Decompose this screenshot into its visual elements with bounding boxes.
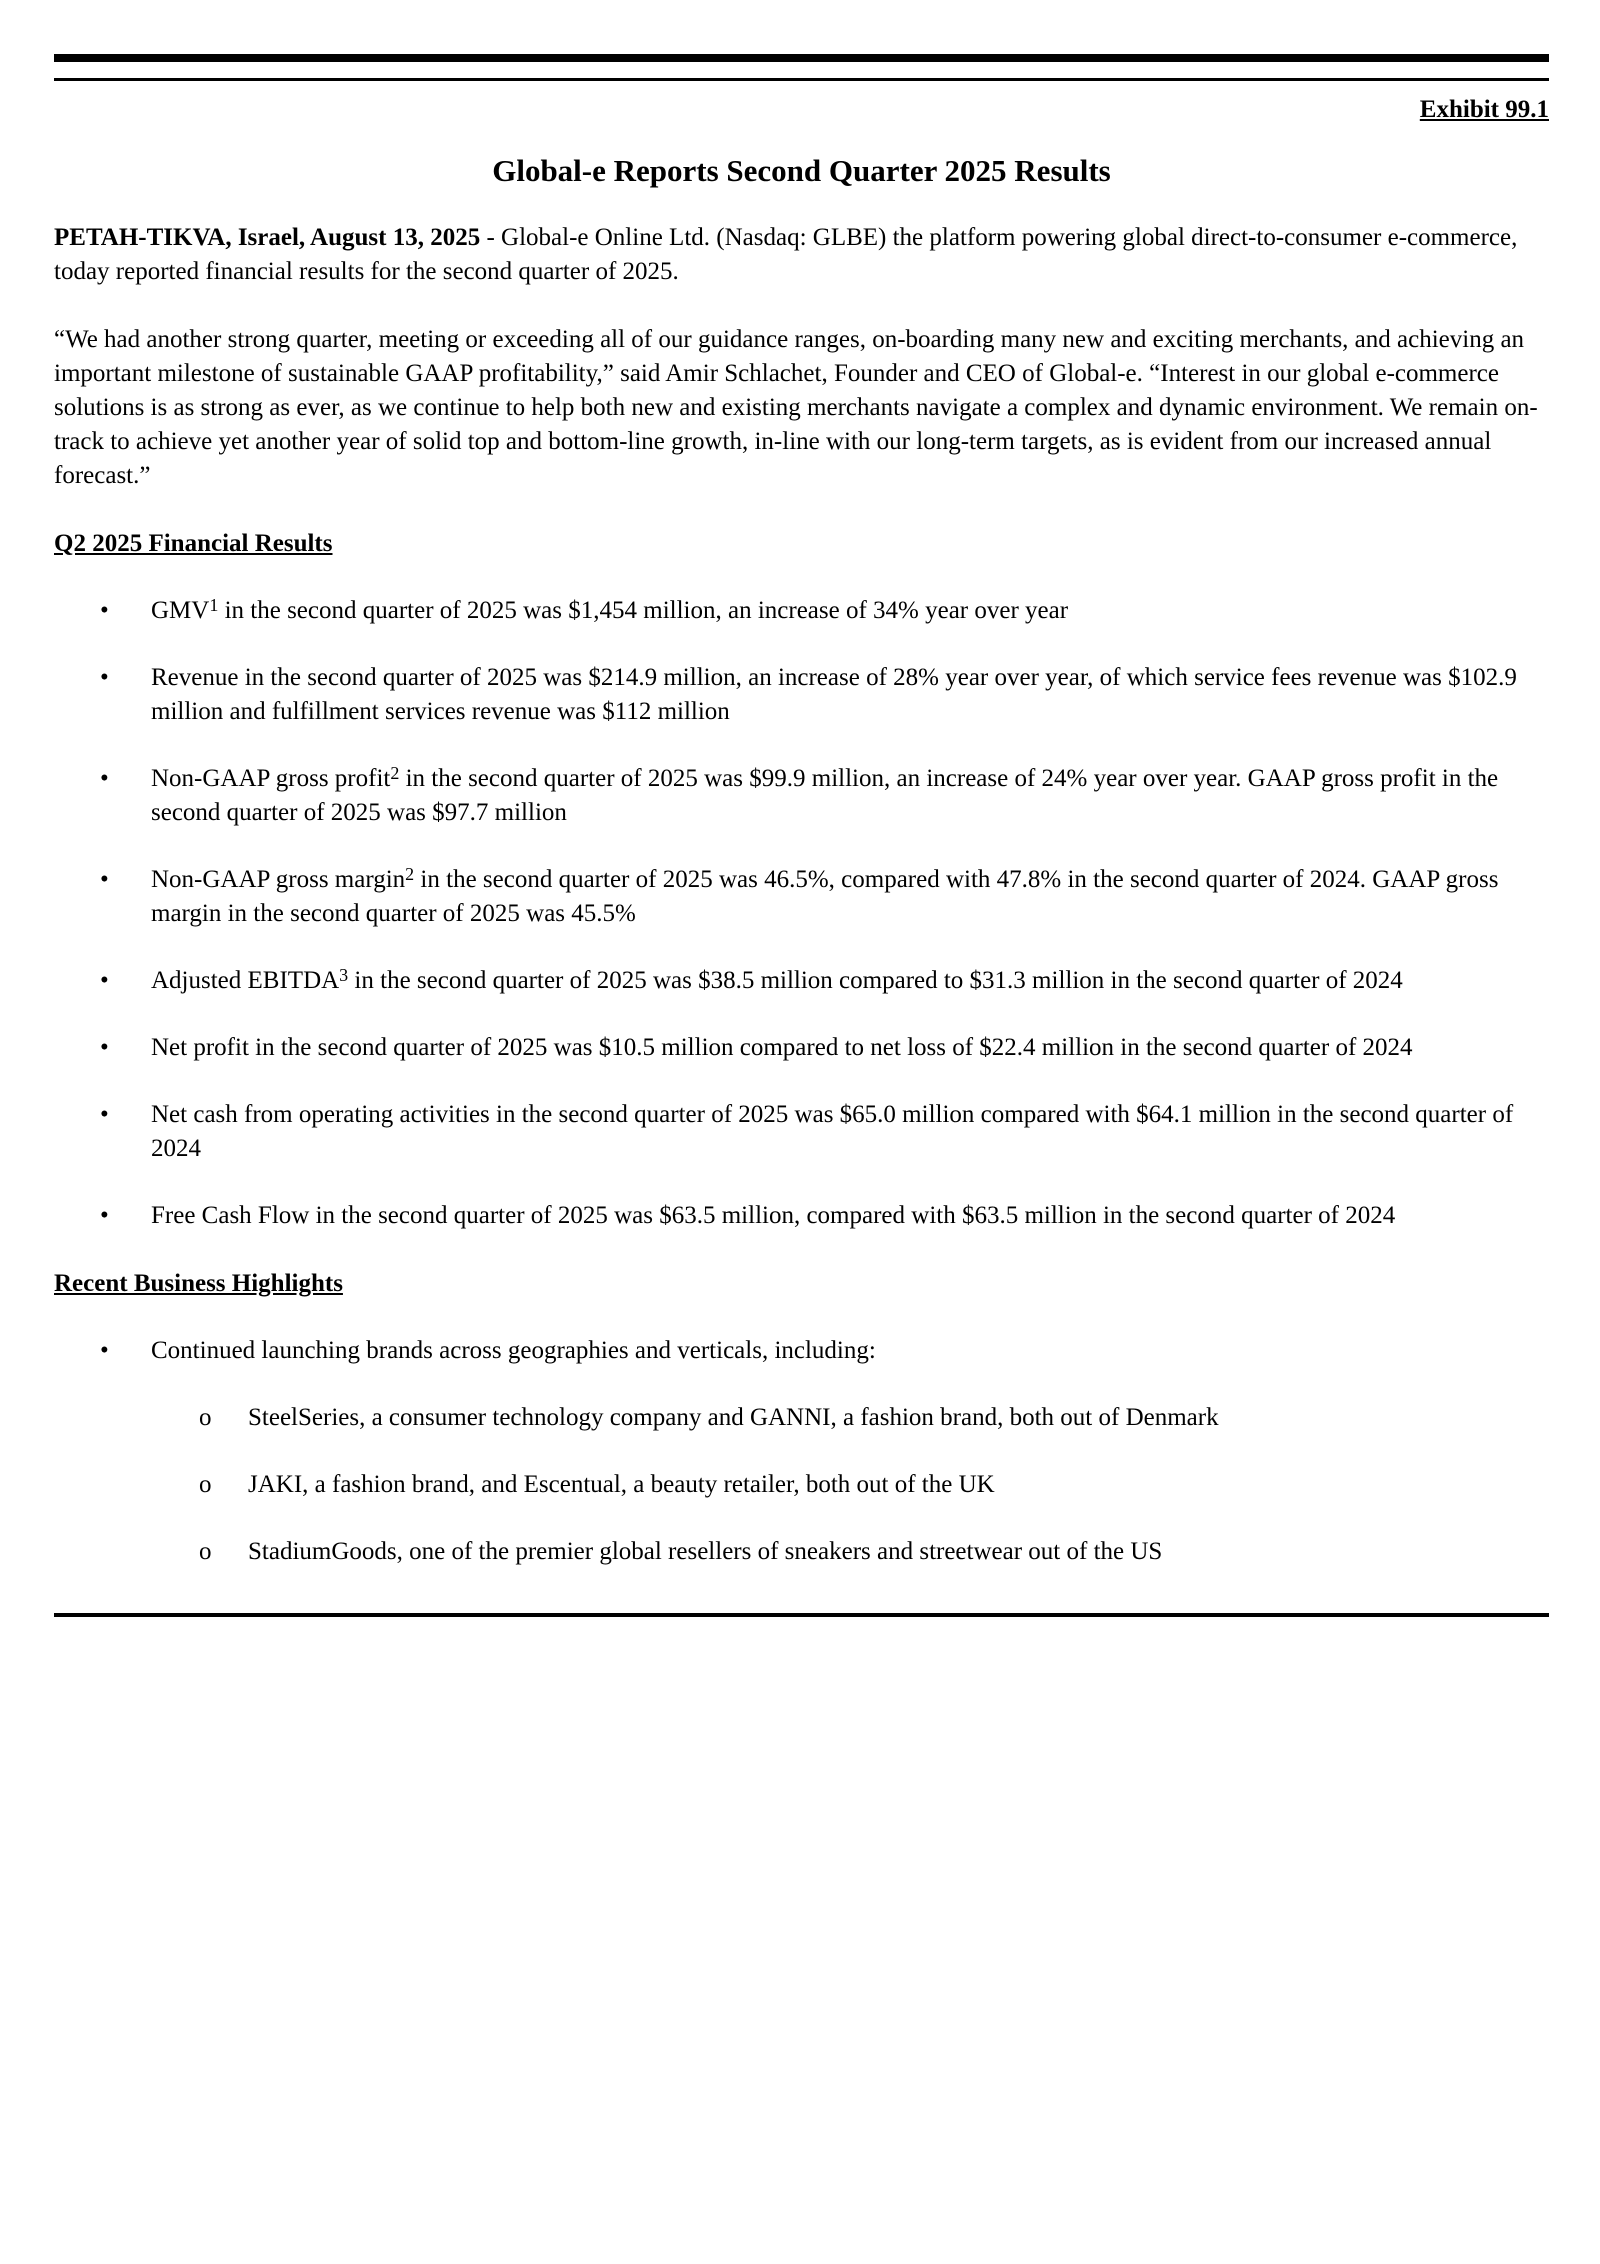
footnote-ref: 3 (339, 965, 349, 985)
sub-item-text: SteelSeries, a consumer technology company and GANNI, a fashion brand, both out of Denmark (248, 1404, 1219, 1431)
sub-list-item (54, 1401, 1549, 1435)
list-item (54, 1098, 1549, 1166)
bullet-mark: • (100, 765, 109, 792)
top-rule-thin (54, 78, 1549, 81)
item-term: GMV (151, 597, 210, 624)
item-text: Revenue in the second quarter of 2025 was $214.9 million, an increase of 28% year over year, of which service fees revenue was $102.9 million and fulfillment services revenue was $112 million (151, 664, 1517, 725)
dateline-lead: PETAH-TIKVA, Israel, August 13, 2025 (54, 224, 481, 251)
item-text: Net cash from operating activities in the second quarter of 2025 was $65.0 million compared with $64.1 million in the second quarter of 2024 (151, 1101, 1514, 1162)
dateline-body: - Global-e Online Ltd. (Nasdaq: GLBE) the platform powering global direct-to-consumer e-commerce, today reported financial results for the second quarter of 2025. (54, 224, 1518, 285)
exhibit-label: Exhibit 99.1 (1419, 96, 1549, 123)
footnote-ref: 2 (390, 763, 400, 783)
item-term: Adjusted EBITDA (151, 967, 340, 994)
footnote-ref: 2 (405, 864, 415, 884)
dateline-paragraph (54, 221, 1549, 289)
item-term: Non-GAAP gross profit (151, 765, 391, 792)
sub-list-item (54, 1535, 1549, 1569)
sub-item-text: StadiumGoods, one of the premier global resellers of sneakers and streetwear out of the US (248, 1538, 1163, 1565)
item-text: in the second quarter of 2025 was $1,454 million, an increase of 34% year over year (218, 597, 1069, 624)
page-title: Global-e Reports Second Quarter 2025 Results (492, 153, 1111, 188)
item-text: Continued launching brands across geographies and verticals, including: (151, 1337, 876, 1364)
top-rule-thick (54, 54, 1549, 62)
document-page (54, 54, 1549, 1617)
bullet-mark: • (100, 1101, 109, 1128)
list-item (54, 661, 1549, 729)
list-item (54, 1334, 1549, 1368)
bottom-rule (54, 1613, 1549, 1617)
bullet-mark: • (100, 1034, 109, 1061)
footnote-ref: 1 (209, 595, 219, 615)
financial-results-heading: Q2 2025 Financial Results (54, 530, 333, 557)
bullet-mark: • (100, 597, 109, 624)
list-item (54, 762, 1549, 830)
list-item (54, 1199, 1549, 1233)
sub-bullet-mark: o (199, 1538, 212, 1565)
item-text: in the second quarter of 2025 was $99.9 million, an increase of 24% year over year. GAAP gross profit in the second quarter of 2025 was $97.7 million (151, 765, 1499, 826)
ceo-quote-paragraph: “We had another strong quarter, meeting or exceeding all of our guidance ranges, on-boarding many new and exciting merchants, and achieving an important milestone of sustainable GAAP profitability,” said Amir Schlachet, Founder and CEO of Global-e. “Interest in our global e-commerce solutions is as strong as ever, as we continue to help both new and existing merchants navigate a complex and dynamic environment. We remain on-track to achieve yet another year of solid top and bottom-line growth, in-line with our long-term targets, as is evident from our increased annual forecast.” (54, 326, 1538, 489)
item-text: in the second quarter of 2025 was $38.5 million compared to $31.3 million in the second quarter of 2024 (348, 967, 1403, 994)
sub-bullet-mark: o (199, 1471, 212, 1498)
business-highlights-list (54, 1334, 1549, 1368)
bullet-mark: • (100, 967, 109, 994)
business-highlights-heading: Recent Business Highlights (54, 1270, 343, 1297)
list-item (54, 863, 1549, 931)
sub-item-text: JAKI, a fashion brand, and Escentual, a beauty retailer, both out of the UK (248, 1471, 995, 1498)
sub-bullet-mark: o (199, 1404, 212, 1431)
bullet-mark: • (100, 866, 109, 893)
sub-list-item (54, 1468, 1549, 1502)
list-item (54, 964, 1549, 998)
item-text: Net profit in the second quarter of 2025 was $10.5 million compared to net loss of $22.4 million in the second quarter of 2024 (151, 1034, 1413, 1061)
item-term: Non-GAAP gross margin (151, 866, 406, 893)
list-item (54, 1031, 1549, 1065)
list-item (54, 594, 1549, 628)
bullet-mark: • (100, 1202, 109, 1229)
item-text: Free Cash Flow in the second quarter of 2025 was $63.5 million, compared with $63.5 million in the second quarter of 2024 (151, 1202, 1396, 1229)
item-text: in the second quarter of 2025 was 46.5%, compared with 47.8% in the second quarter of 2024. GAAP gross margin in the second quarter of 2025 was 45.5% (151, 866, 1499, 927)
bullet-mark: • (100, 664, 109, 691)
financial-results-list (54, 594, 1549, 1233)
bullet-mark: • (100, 1337, 109, 1364)
brand-launch-sublist (54, 1401, 1549, 1569)
